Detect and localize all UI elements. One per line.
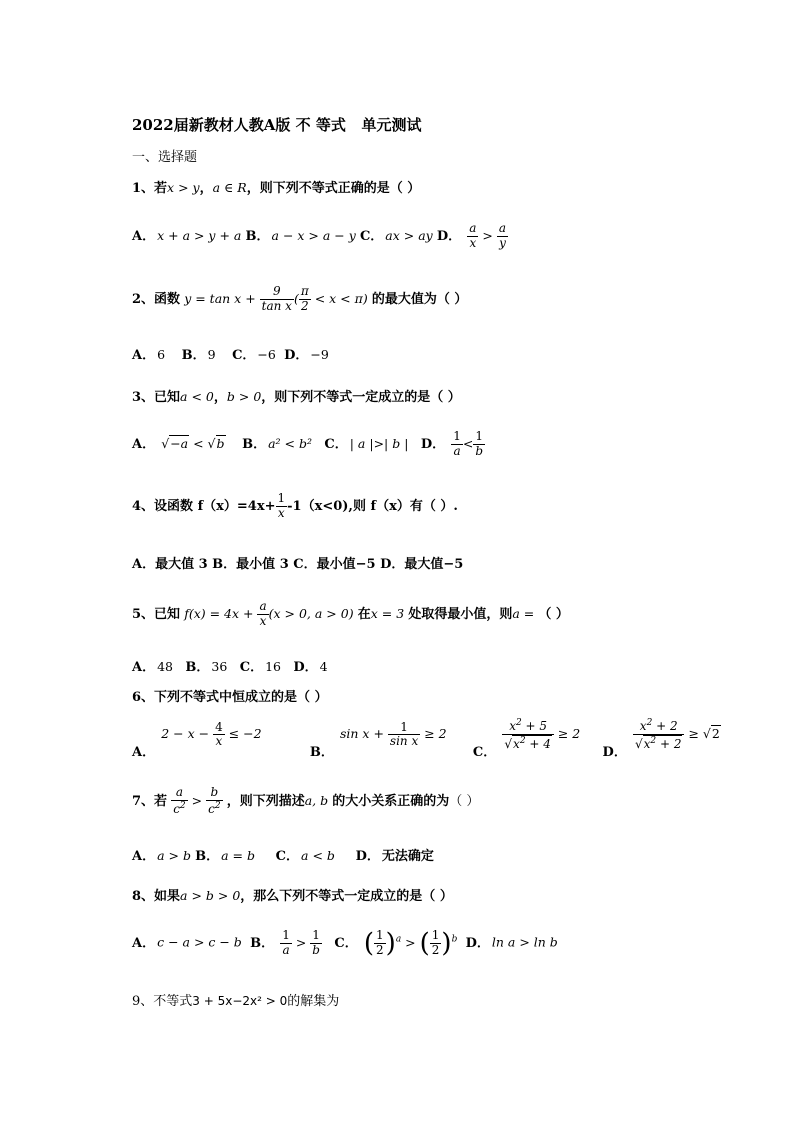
formula-q3-d: $\frac{1}{a}$ < $\frac{1}{b}$ (453, 429, 484, 458)
question-3: 3、已知a < 0，b > 0，则下列不等式一定成立的是（ ） (132, 389, 461, 405)
formula-q8-b: $\frac{1}{a}$ > $\frac{1}{b}$ (282, 927, 320, 957)
question-8: 8、如果a > b > 0，那么下列不等式一定成立的是（ ） (132, 888, 453, 904)
formula-q8-c: ( $\frac{1}{2}$ )$^a$ > ( $\frac{1}{2}$ )$^b$ (363, 927, 458, 958)
question-6-options: A． 2 − x − $\frac{4}{x}$ ≤ −2 B． sin x + $\frac{1}{\text{sin x}}$ ≥ 2 C． $\frac{x^2 + 5}{√x^2 + 4}$ ≥ 2 D． $\frac{x^2 + 2}{√x^2 + 2}$ ≥ √2 (132, 718, 720, 761)
question-9: 9、不等式3 + 5x−2x² > 0的解集为 (132, 994, 340, 1009)
formula-q7: $\frac{a}{c^2}$ > $\frac{b}{c^2}$ (173, 785, 221, 816)
question-5-options: A． 48 B． 36 C． 16 D． 4 (132, 659, 328, 675)
question-4: 4、设函数 f（x）=4x+ $\frac{1}{x}$ -1（x<0),则 f（x）有（ ）. (132, 491, 458, 520)
formula-q5: f(x) = 4x + $\frac{a}{x}$ (x > 0, a > 0) (184, 599, 354, 628)
section-heading: 一、选择题 (132, 150, 198, 165)
formula-q2: y = tan x + $\frac{9}{\text{tan x}}$ ( $\frac{\pi}{2}$ < x < π) (184, 284, 368, 313)
formula-q6-a: 2 − x − $\frac{4}{x}$ ≤ −2 (161, 719, 262, 749)
formula-q1-d: $\frac{a}{x}$ > $\frac{a}{y}$ (469, 221, 507, 250)
question-2-options: A． 6 B． 9 C． −6 D． −9 (132, 347, 329, 363)
question-8-options: A． c − a > c − b B． $\frac{1}{a}$ > $\frac{1}{b}$ C． ( $\frac{1}{2}$ )$^a$ > ( $\frac{1}{2}$ )$^b$ D． ln a > ln b (132, 927, 558, 958)
question-4-options: A．最大值 3 B．最小值 3 C．最小值−5 D．最大值−5 (132, 557, 464, 572)
question-1-options: A． x + a > y + a B． a − x > a − y C． ax > ay D． $\frac{a}{x}$ > $\frac{a}{y}$ (132, 221, 507, 250)
question-6: 6、下列不等式中恒成立的是（ ） (132, 690, 328, 705)
page-title: 2022届新教材人教A版 不 等式 单元测试 (132, 116, 422, 134)
question-1: 1、若x > y，a ∈ R，则下列不等式正确的是（ ） (132, 180, 421, 196)
formula-q6-b: sin x + $\frac{1}{\text{sin x}}$ ≥ 2 (340, 719, 447, 749)
question-7-options: A． a > b B． a = b C． a < b D． 无法确定 (132, 848, 434, 864)
question-7: 7、若 $\frac{a}{c^2}$ > $\frac{b}{c^2}$ ，则下列描述a, b 的大小关系正确的为（ ） (132, 785, 480, 816)
question-2: 2、函数 y = tan x + $\frac{9}{\text{tan x}}$ ( $\frac{\pi}{2}$ < x < π) 的最大值为（ ） (132, 284, 468, 313)
question-3-options: A． √−a < √b B． a² < b² C． | a |>| b | D． $\frac{1}{a}$ < $\frac{1}{b}$ (132, 429, 484, 458)
formula-q3-a: √−a < √b (161, 435, 225, 451)
formula-q6-c: $\frac{x^2 + 5}{√x^2 + 4}$ ≥ 2 (504, 718, 581, 751)
question-5: 5、已知 f(x) = 4x + $\frac{a}{x}$ (x > 0, a > 0) 在x = 3 处取得最小值，则a = （ ） (132, 599, 569, 628)
formula-q4: $\frac{1}{x}$ (277, 491, 286, 520)
formula-q6-d: $\frac{x^2 + 2}{√x^2 + 2}$ ≥ √2 (634, 718, 720, 751)
